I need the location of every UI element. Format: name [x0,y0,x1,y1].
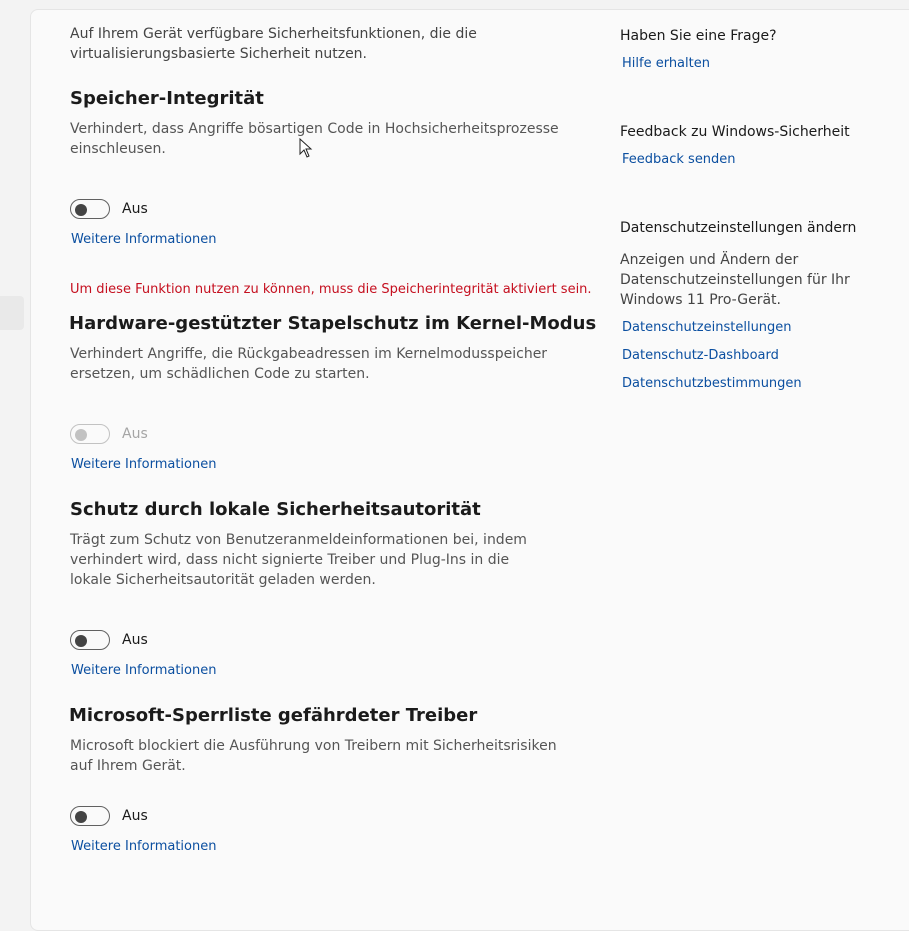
intro-text: Auf Ihrem Gerät verfügbare Sicherheitsfunktionen, die die virtualisierungsbasierte Sicherheit nutzen. [70,26,477,62]
nav-selection-indicator [0,296,24,330]
privacy-description: Anzeigen und Ändern der Datenschutzeinstellungen für Ihr Windows 11 Pro-Gerät. [620,252,850,308]
get-help-link[interactable]: Hilfe erhalten [622,56,710,71]
section-description-lsa-protection: Trägt zum Schutz von Benutzeranmeldeinformationen bei, indem verhindert wird, dass nicht signierte Treiber und Plug-Ins in die lokale Sicherheitsautorität geladen werden. [70,532,527,588]
driver-blocklist-toggle[interactable] [70,806,110,826]
section-description-driver-blocklist: Microsoft blockiert die Ausführung von Treibern mit Sicherheitsrisiken auf Ihrem Gerät. [70,738,557,774]
driver-blocklist-toggle-label: Aus [122,808,148,824]
section-description-memory-integrity: Verhindert, dass Angriffe bösartigen Code in Hochsicherheitsprozesse einschleusen. [70,121,559,157]
privacy-statement-link[interactable]: Datenschutzbestimmungen [622,376,802,391]
section-title-lsa-protection: Schutz durch lokale Sicherheitsautorität [70,499,481,520]
privacy-dashboard-link[interactable]: Datenschutz-Dashboard [622,348,779,363]
stack-protection-warning: Um diese Funktion nutzen zu können, muss die Speicherintegrität aktiviert sein. [70,282,592,297]
driver-blocklist-more-info-link[interactable]: Weitere Informationen [71,839,217,854]
stack-protection-toggle [70,424,110,444]
memory-integrity-more-info-link[interactable]: Weitere Informationen [71,232,217,247]
privacy-heading: Datenschutzeinstellungen ändern [620,220,857,236]
stack-protection-toggle-label: Aus [122,426,148,442]
feedback-heading: Feedback zu Windows-Sicherheit [620,124,850,140]
lsa-protection-toggle-label: Aus [122,632,148,648]
section-title-stack-protection: Hardware-gestützter Stapelschutz im Kernel-Modus [69,313,597,334]
memory-integrity-toggle[interactable] [70,199,110,219]
section-title-memory-integrity: Speicher-Integrität [70,88,264,109]
memory-integrity-toggle-label: Aus [122,201,148,217]
lsa-protection-toggle[interactable] [70,630,110,650]
privacy-settings-link[interactable]: Datenschutzeinstellungen [622,320,792,335]
section-title-driver-blocklist: Microsoft-Sperrliste gefährdeter Treiber [69,705,478,726]
send-feedback-link[interactable]: Feedback senden [622,152,736,167]
help-heading: Haben Sie eine Frage? [620,28,777,44]
mouse-cursor-icon [299,138,313,158]
stack-protection-more-info-link[interactable]: Weitere Informationen [71,457,217,472]
section-description-stack-protection: Verhindert Angriffe, die Rückgabeadressen im Kernelmodusspeicher ersetzen, um schädlichen Code zu starten. [70,346,548,382]
lsa-protection-more-info-link[interactable]: Weitere Informationen [71,663,217,678]
